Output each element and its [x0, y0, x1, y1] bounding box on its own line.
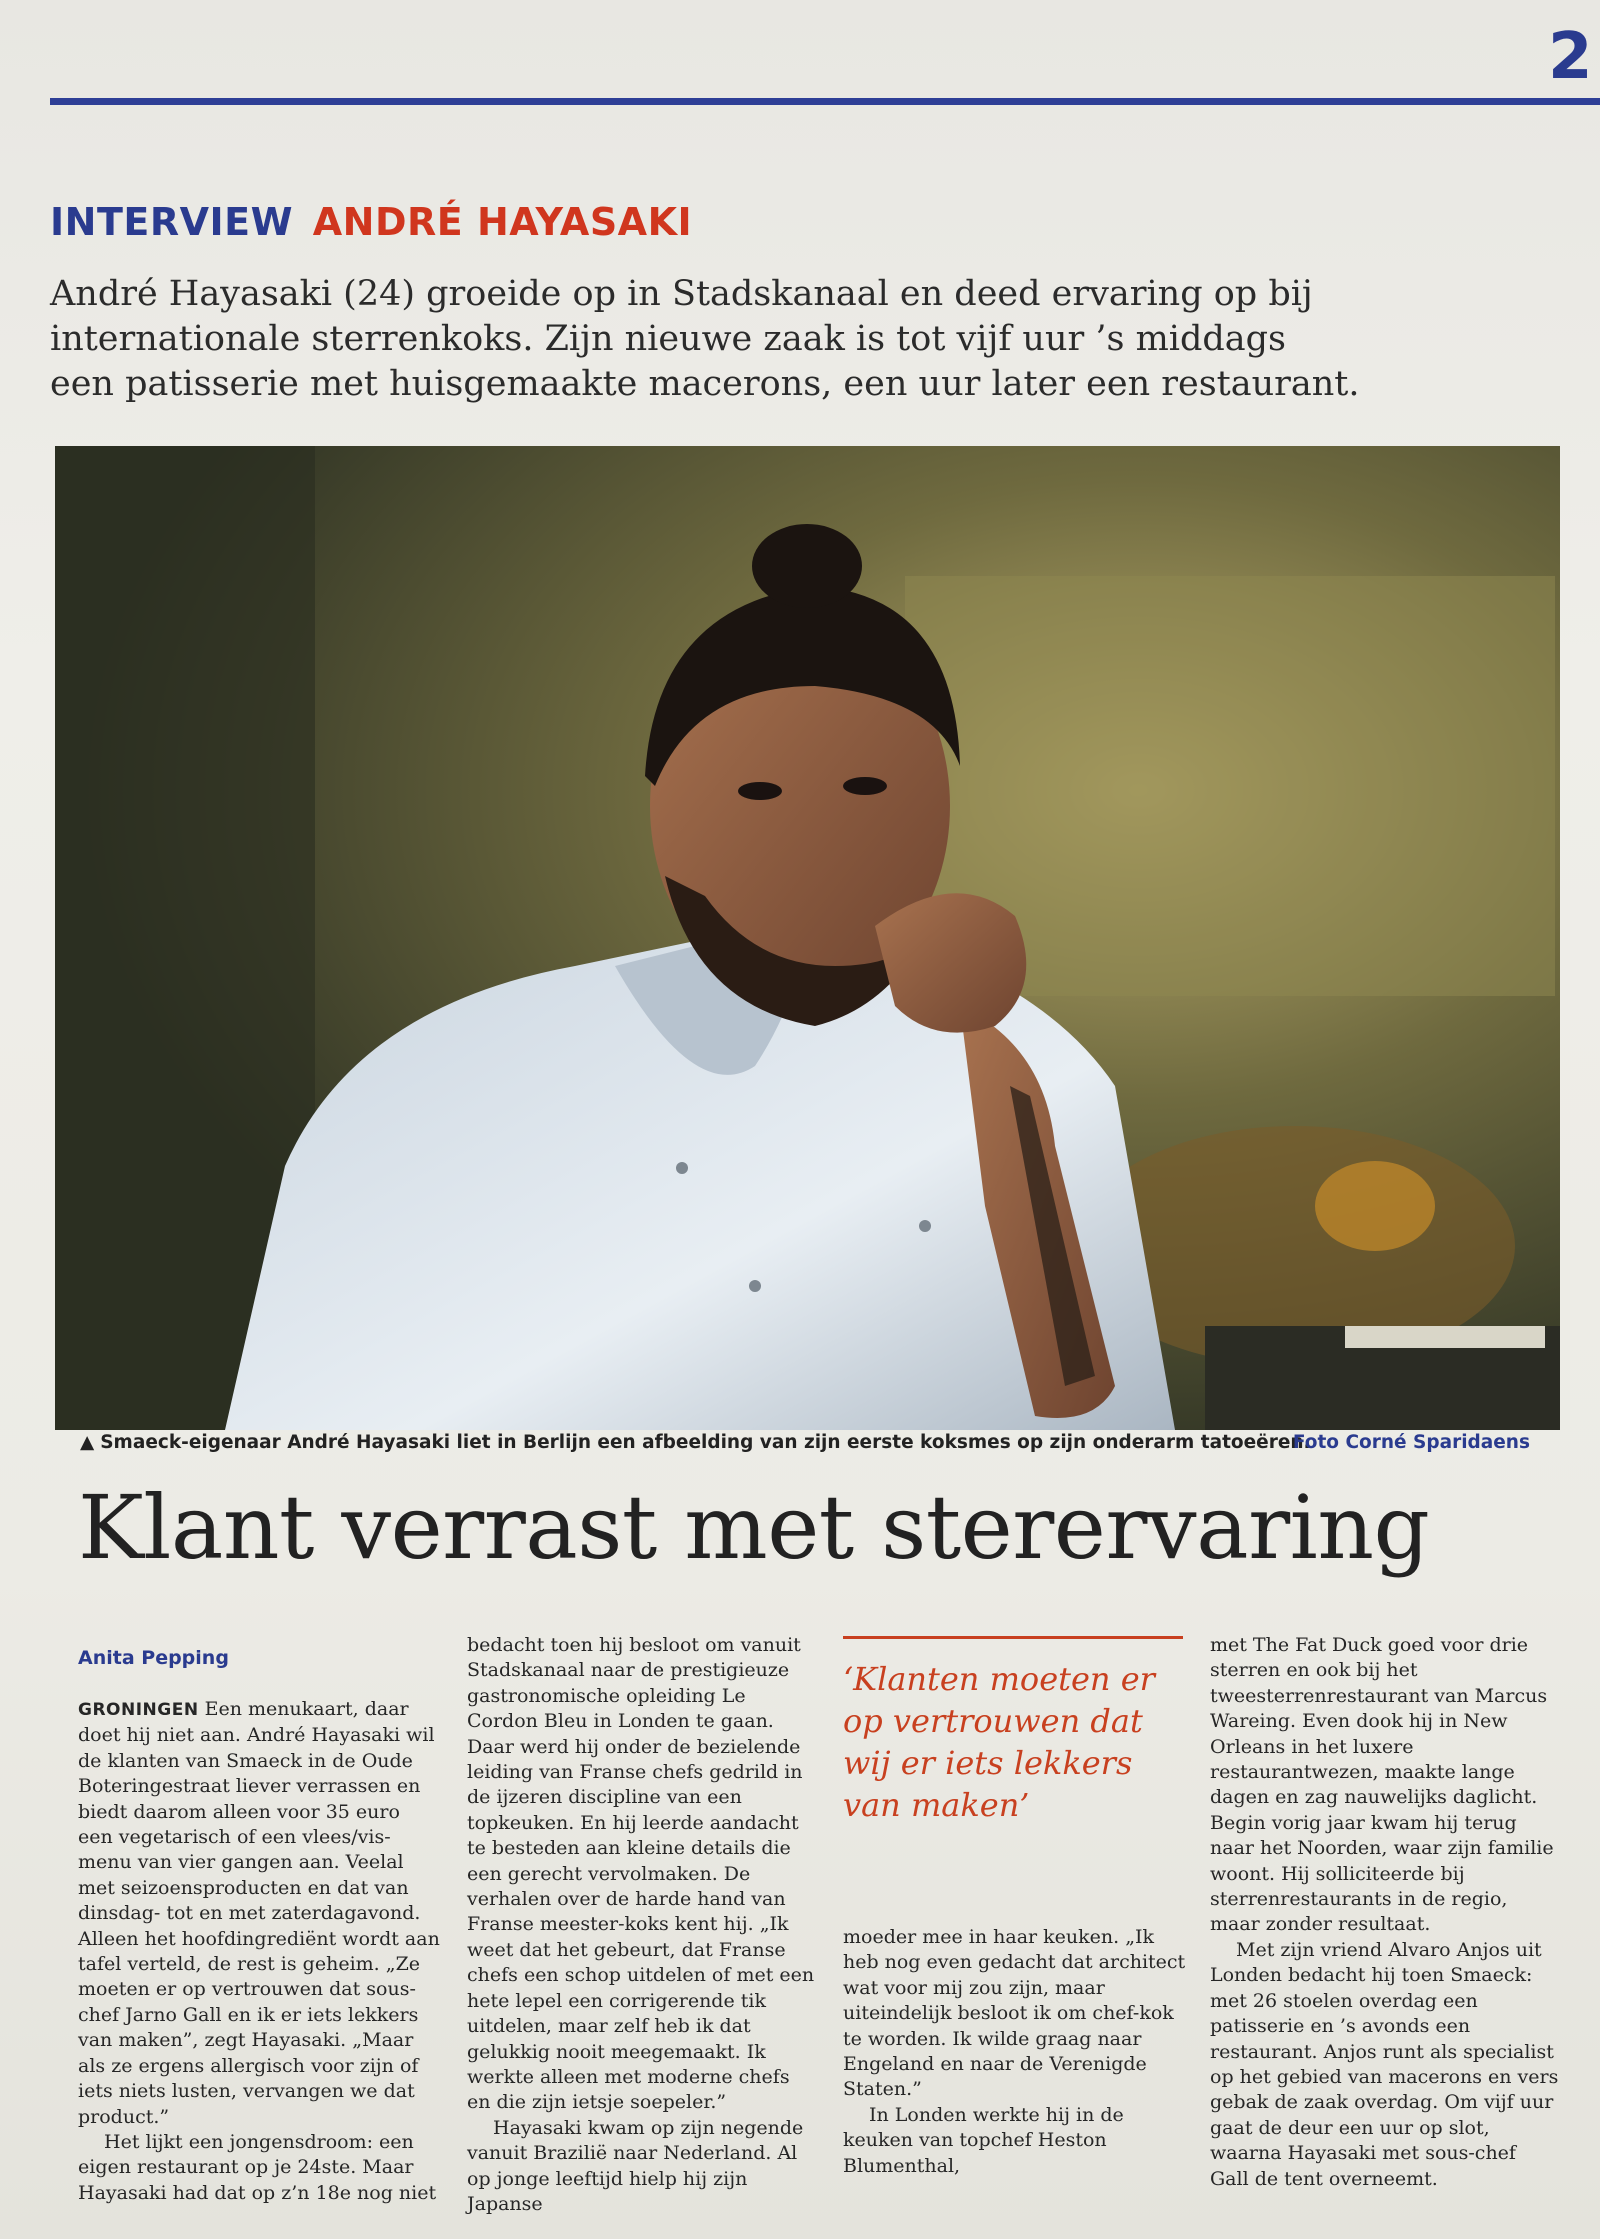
caption-marker: ▲	[80, 1432, 95, 1453]
pullquote	[843, 1658, 1188, 1826]
photo-caption	[80, 1432, 1530, 1462]
intro-line: een patisserie met huisgemaakte macerons, een uur later een restaurant.	[50, 364, 1360, 404]
rubric-label: INTERVIEW	[50, 200, 294, 244]
pullquote-line: van maken’	[843, 1786, 1030, 1824]
intro-line: internationale sterrenkoks. Zijn nieuwe zaak is tot vijf uur ’s middags	[50, 319, 1286, 359]
intro-line: André Hayasaki (24) groeide op in Stadskanaal en deed ervaring op bij	[50, 274, 1313, 314]
chef-photo	[55, 446, 1560, 1430]
paragraph: moeder mee in haar keuken. „Ik heb nog even gedacht dat architect wat voor mij zou zijn, maar uiteindelijk besloot ik om chef-kok te worden. Ik wilde graag naar Engeland en naar de Verenigde Staten.”	[843, 1926, 1186, 2101]
pullquote-line: ‘Klanten moeten er	[843, 1660, 1155, 1698]
paragraph	[78, 1697, 440, 2130]
byline: Anita Pepping	[78, 1647, 229, 1669]
headline: Klant verrast met sterervaring	[78, 1476, 1430, 1579]
caption-text: Smaeck-eigenaar André Hayasaki liet in Berlijn een afbeelding van zijn eerste koksmes op zijn onderarm tatoeëren.	[100, 1432, 1311, 1453]
paragraph: Het lijkt een jongensdroom: een eigen restaurant op je 24ste. Maar Hayasaki had dat op z’n 18e nog niet	[78, 2130, 437, 2204]
chef-photo-illustration	[55, 446, 1560, 1430]
pullquote-line: op vertrouwen dat	[843, 1702, 1143, 1740]
article-column-1	[78, 1697, 440, 2206]
pullquote-rule-top	[843, 1636, 1183, 1639]
paragraph: Met zijn vriend Alvaro Anjos uit Londen bedacht hij toen Smaeck: met 26 stoelen overdag een patisserie en ’s avonds een restaurant. Anjos runt als specialist op het gebied van macerons en vers gebak de zaak overdag. Om vijf uur gaat de deur een uur op slot, waarna Hayasaki met sous-chef Gall de tent overneemt.	[1210, 1938, 1559, 2190]
rubric-name: ANDRÉ HAYASAKI	[312, 200, 693, 244]
photo-credit: Foto Corné Sparidaens	[1292, 1432, 1530, 1453]
paragraph: bedacht toen hij besloot om vanuit Stadskanaal naar de prestigieuze gastronomische opleiding Le Cordon Bleu in Londen te gaan. Daar werd hij onder de bezielende leiding van Franse chefs gedrild in de ijzeren discipline van een topkeuken. En hij leerde aandacht te besteden aan kleine details die een gerecht vervolmaken. De verhalen over de harde hand van Franse meester-koks kent hij. „Ik weet dat het gebeurt, dat Franse chefs een schop uitdelen of met een hete lepel een corrigerende tik uitdelen, maar zelf heb ik dat gelukkig nooit meegemaakt. Ik werkte alleen met moderne chefs en die zijn ietsje soepeler.”	[467, 1634, 815, 2114]
paragraph: met The Fat Duck goed voor drie sterren en ook bij het tweesterrenrestaurant van Marcus Wareing. Even dook hij in New Orleans in het luxere restaurantwezen, maakte lange dagen en zag nauwelijks daglicht. Begin vorig jaar kwam hij terug naar het Noorden, waar zijn familie woont. Hij solliciteerde bij sterrenrestaurants in de regio, maar zonder resultaat.	[1210, 1634, 1554, 1936]
paragraph: Hayasaki kwam op zijn negende vanuit Brazilië naar Nederland. Al op jonge leeftijd hielp hij zijn Japanse	[467, 2116, 804, 2215]
paragraph: In Londen werkte hij in de keuken van topchef Heston Blumenthal,	[843, 2103, 1124, 2177]
article-column-4	[1210, 1633, 1560, 2192]
page-number: 2	[1548, 20, 1593, 94]
pullquote-line: wij er iets lekkers	[843, 1744, 1133, 1782]
intro-text	[50, 272, 1470, 407]
dateline: GRONINGEN	[78, 1700, 199, 1720]
top-rule	[50, 98, 1600, 105]
article-column-3	[843, 1925, 1193, 2179]
rubric	[50, 200, 692, 244]
article-column-2	[467, 1633, 817, 2217]
paragraph-text: Een menukaart, daar doet hij niet aan. André Hayasaki wil de klanten van Smaeck in de Oude Boteringestraat liever verrassen en biedt daarom alleen voor 35 euro een vegetarisch of een vlees/vis-menu van vier gangen aan. Veelal met seizoensproducten en dat van dinsdag- tot en met zaterdagavond. Alleen het hoofdingrediënt wordt aan tafel verteld, de rest is geheim. „Ze moeten er op vertrouwen dat sous-chef Jarno Gall en ik er iets lekkers van maken”, zegt Hayasaki. „Maar als ze ergens allergisch voor zijn of iets niets lusten, vervangen we dat product.”	[78, 1698, 440, 2128]
